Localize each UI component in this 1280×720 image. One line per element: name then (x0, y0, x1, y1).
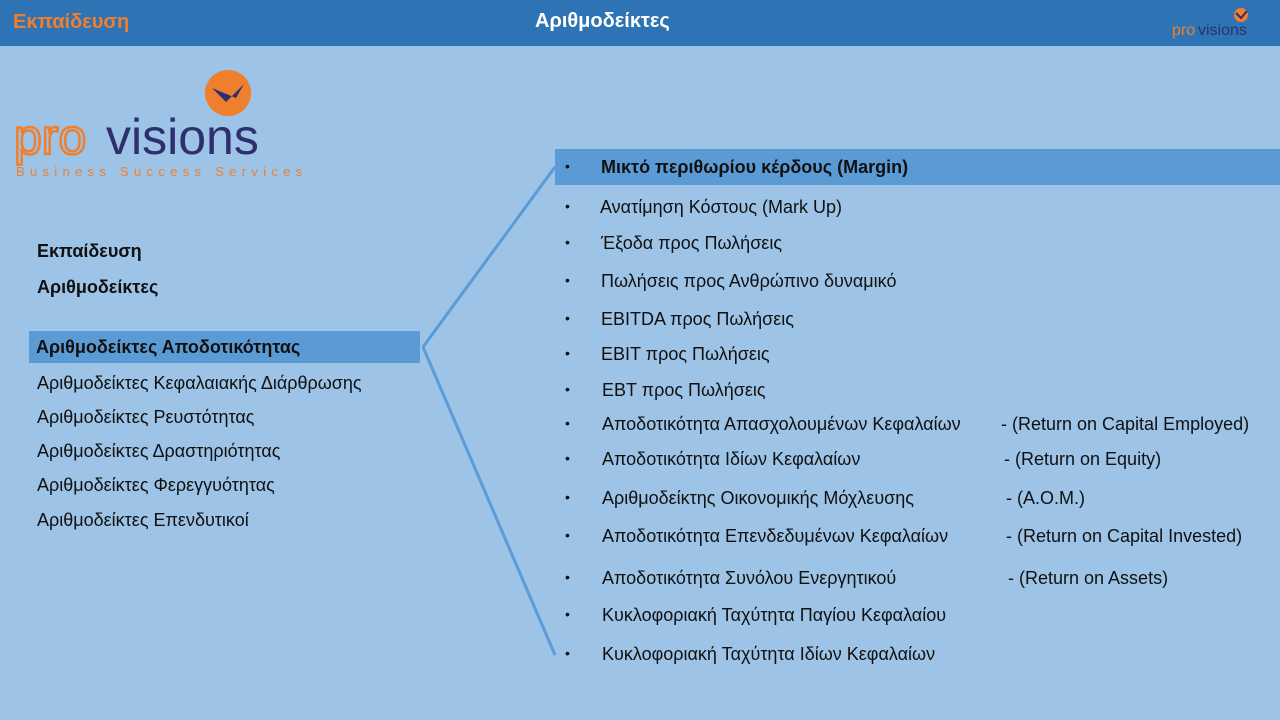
connector-line-top (423, 167, 555, 347)
bullet: • (565, 310, 570, 326)
logo-circle-icon (1234, 8, 1248, 22)
nav-item-profitability-label: Αριθμοδείκτες Αποδοτικότητας (36, 337, 301, 357)
ratio-item[interactable]: Μικτό περιθωρίου κέρδους (Margin) (601, 157, 909, 177)
nav-item-capital-structure[interactable]: Αριθμοδείκτες Κεφαλαιακής Διάρθρωσης (37, 373, 362, 393)
bullet: • (565, 645, 570, 661)
top-bar (0, 0, 1280, 46)
bullet: • (565, 489, 570, 505)
bullet: • (565, 381, 570, 397)
ratio-item[interactable]: Αποδοτικότητα Συνόλου Ενεργητικού (602, 568, 897, 588)
logo-visions-text: visions (106, 109, 259, 165)
provisions-small-logo (1170, 6, 1274, 40)
ratio-item[interactable]: Έξοδα προς Πωλήσεις (601, 233, 783, 253)
nav-item-solvency[interactable]: Αριθμοδείκτες Φερεγγυότητας (37, 475, 275, 495)
nav-item-activity[interactable]: Αριθμοδείκτες Δραστηριότητας (37, 441, 281, 461)
bullet: • (565, 527, 570, 543)
bullet: • (565, 450, 570, 466)
ratio-item[interactable]: Αριθμοδείκτης Οικονομικής Μόχλευσης (602, 488, 914, 508)
ratio-item[interactable]: Κυκλοφοριακή Ταχύτητα Ιδίων Κεφαλαίων (602, 644, 936, 664)
ratio-item-english: - (Return on Equity) (1004, 449, 1162, 469)
ratio-item[interactable]: EBITDA προς Πωλήσεις (601, 309, 794, 329)
ratio-item[interactable]: Αποδοτικότητα Απασχολουμένων Κεφαλαίων (602, 414, 961, 434)
ratio-item[interactable]: Κυκλοφοριακή Ταχύτητα Παγίου Κεφαλαίου (602, 605, 947, 625)
nav-item-profitability[interactable] (29, 331, 420, 363)
section-label[interactable]: Εκπαίδευση (13, 11, 130, 33)
provisions-logo (12, 68, 332, 184)
bullet: • (565, 569, 570, 585)
ratio-item-english: - (Return on Capital Employed) (1001, 414, 1250, 434)
ratio-item-english: - (Return on Capital Invested) (1006, 526, 1243, 546)
small-logo-visions: visions (1198, 22, 1247, 39)
ratio-item-english: - (Α.Ο.Μ.) (1006, 488, 1085, 508)
connector-line-bottom (423, 347, 555, 655)
ratio-item-english: - (Return on Assets) (1008, 568, 1169, 588)
nav-heading-ratios[interactable]: Αριθμοδείκτες (37, 277, 159, 297)
ratio-item[interactable]: Αποδοτικότητα Επενδεδυμένων Κεφαλαίων (602, 526, 949, 546)
bullet: • (565, 606, 570, 622)
ratio-item[interactable]: Πωλήσεις προς Ανθρώπινο δυναμικό (601, 271, 897, 291)
page-title: Αριθμοδείκτες (535, 10, 670, 32)
small-logo-pro: pro (1172, 22, 1196, 39)
logo-pro-text: pro (14, 109, 87, 165)
bullet: • (565, 234, 570, 250)
nav-heading-training[interactable]: Εκπαίδευση (37, 241, 142, 261)
bullet: • (565, 415, 570, 431)
ratio-item[interactable]: Αποδοτικότητα Ιδίων Κεφαλαίων (602, 449, 861, 469)
bullet: • (565, 345, 570, 361)
ratio-item[interactable]: EBT προς Πωλήσεις (602, 380, 766, 400)
nav-item-liquidity[interactable]: Αριθμοδείκτες Ρευστότητας (37, 407, 255, 427)
ratio-item[interactable]: Ανατίμηση Κόστους (Mark Up) (600, 197, 842, 217)
bullet: • (565, 272, 570, 288)
bullet: • (565, 198, 570, 214)
ratio-item[interactable]: EBIT προς Πωλήσεις (601, 344, 770, 364)
bullet: • (565, 158, 570, 174)
nav-item-investment[interactable]: Αριθμοδείκτες Επενδυτικοί (37, 510, 249, 530)
logo-tagline: Business Success Services (16, 164, 308, 179)
